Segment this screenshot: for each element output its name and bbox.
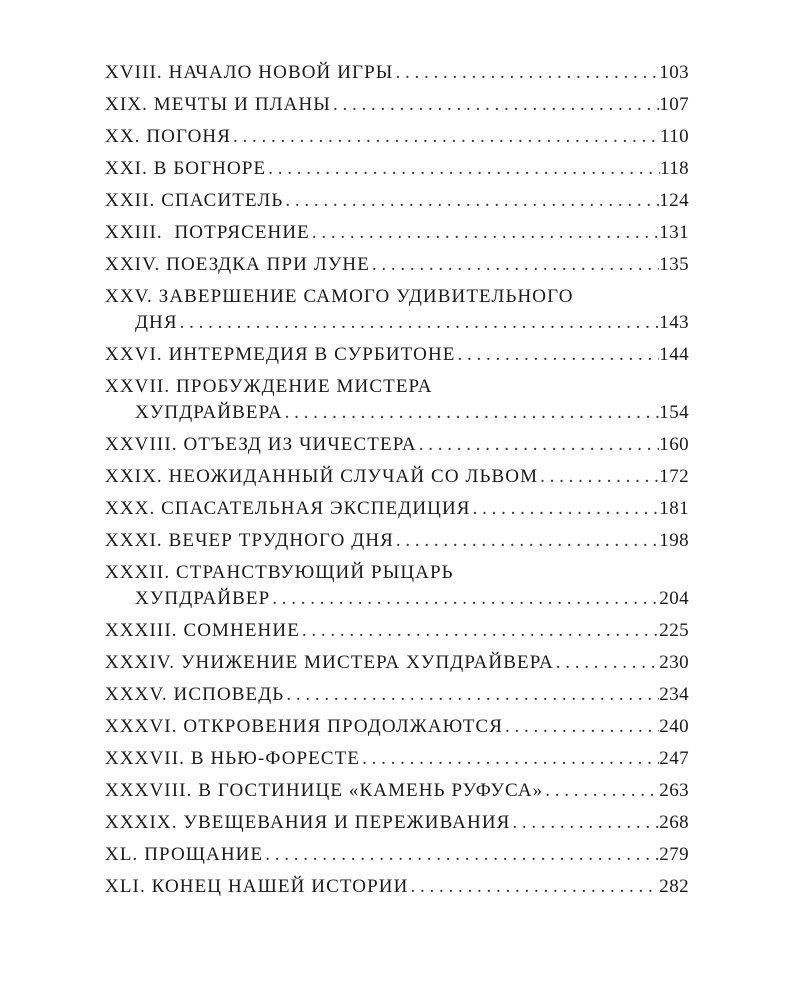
page-number: 240 — [659, 716, 689, 737]
page-number: 160 — [659, 434, 689, 455]
chapter-title: XIX. МЕЧТЫ И ПЛАНЫ — [105, 94, 331, 115]
dot-leader — [471, 496, 660, 522]
page-number: 143 — [659, 312, 689, 333]
dot-leader — [503, 714, 659, 740]
page-number: 204 — [659, 588, 689, 609]
chapter-title: XXX. СПАСАТЕЛЬНАЯ ЭКСПЕДИЦИЯ — [105, 498, 471, 519]
toc-entry — [105, 560, 689, 612]
page-number: 131 — [659, 222, 689, 243]
chapter-title-continued: ДНЯ — [135, 312, 178, 333]
chapter-title: XXIX. НЕОЖИДАННЫЙ СЛУЧАЙ СО ЛЬВОМ — [105, 466, 539, 487]
dot-leader — [510, 810, 659, 836]
toc-entry — [105, 842, 689, 868]
page-number: 107 — [659, 94, 689, 115]
dot-leader — [543, 778, 659, 804]
toc-entry — [105, 714, 689, 740]
toc-entry — [105, 188, 689, 214]
chapter-title: XXI. В БОГНОРЕ — [105, 158, 267, 179]
dot-leader — [310, 220, 659, 246]
toc-entry — [105, 156, 689, 182]
page-number: 225 — [659, 620, 689, 641]
page-number: 181 — [659, 498, 689, 519]
chapter-title: XVIII. НАЧАЛО НОВОЙ ИГРЫ — [105, 62, 394, 83]
page-number: 279 — [659, 844, 689, 865]
toc-entry — [105, 284, 689, 336]
toc-entry — [105, 124, 689, 150]
dot-leader — [284, 682, 659, 708]
page-number: 110 — [660, 126, 689, 147]
dot-leader — [370, 252, 659, 278]
page-number: 282 — [659, 876, 689, 897]
chapter-title: XXIII. ПОТРЯСЕНИЕ — [105, 222, 310, 243]
toc-entry — [105, 252, 689, 278]
page-number: 268 — [659, 812, 689, 833]
dot-leader — [270, 586, 659, 612]
page-number: 118 — [660, 158, 689, 179]
toc-entry — [105, 778, 689, 804]
page-number: 198 — [659, 530, 689, 551]
chapter-title: XXXIX. УВЕЩЕВАНИЯ И ПЕРЕЖИВАНИЯ — [105, 812, 511, 833]
chapter-title: XX. ПОГОНЯ — [105, 126, 232, 147]
dot-leader — [178, 310, 660, 336]
chapter-title-continued: ХУПДРАЙВЕРА — [135, 402, 283, 423]
chapter-title: XXXVI. ОТКРОВЕНИЯ ПРОДОЛЖАЮТСЯ — [105, 716, 504, 737]
toc-entry — [105, 650, 689, 676]
dot-leader — [283, 188, 659, 214]
dot-leader — [360, 746, 659, 772]
dot-leader — [283, 400, 660, 426]
page-number: 135 — [659, 254, 689, 275]
chapter-title: XXXIV. УНИЖЕНИЕ МИСТЕРА ХУПДРАЙВЕРА — [105, 652, 554, 673]
chapter-title: XXXVII. В НЬЮ-ФОРЕСТЕ — [105, 748, 361, 769]
chapter-title-continued: ХУПДРАЙВЕР — [135, 588, 271, 609]
toc-entry — [105, 682, 689, 708]
dot-leader — [417, 432, 660, 458]
toc-entry — [105, 342, 689, 368]
dot-leader — [231, 124, 660, 150]
toc-entry — [105, 618, 689, 644]
page-number: 247 — [659, 748, 689, 769]
page-number: 124 — [659, 190, 689, 211]
toc-entry — [105, 528, 689, 554]
page-number: 103 — [659, 62, 689, 83]
dot-leader — [331, 92, 659, 118]
dot-leader — [393, 60, 659, 86]
chapter-title: XXVIII. ОТЪЕЗД ИЗ ЧИЧЕСТЕРА — [105, 434, 417, 455]
chapter-title: XLI. КОНЕЦ НАШЕЙ ИСТОРИИ — [105, 876, 409, 897]
chapter-title: XXXV. ИСПОВЕДЬ — [105, 684, 285, 705]
chapter-title: XXXI. ВЕЧЕР ТРУДНОГО ДНЯ — [105, 530, 394, 551]
chapter-title: XXV. ЗАВЕРШЕНИЕ САМОГО УДИВИТЕЛЬНОГО — [105, 286, 574, 307]
chapter-title: XL. ПРОЩАНИЕ — [105, 844, 264, 865]
page-number: 263 — [659, 780, 689, 801]
toc-entry — [105, 496, 689, 522]
dot-leader — [300, 618, 659, 644]
chapter-title: XXVII. ПРОБУЖДЕНИЕ МИСТЕРА — [105, 376, 433, 397]
chapter-title: XXII. СПАСИТЕЛЬ — [105, 190, 284, 211]
toc-entry — [105, 374, 689, 426]
page-number: 144 — [659, 344, 689, 365]
dot-leader — [456, 342, 660, 368]
dot-leader — [394, 528, 659, 554]
page-number: 172 — [659, 466, 689, 487]
toc-entry — [105, 220, 689, 246]
dot-leader — [408, 874, 659, 900]
chapter-title: XXXVIII. В ГОСТИНИЦЕ «КАМЕНЬ РУФУСА» — [105, 780, 544, 801]
table-of-contents — [105, 60, 689, 900]
chapter-title: XXXIII. СОМНЕНИЕ — [105, 620, 300, 641]
toc-entry — [105, 464, 689, 490]
page-number: 154 — [659, 402, 689, 423]
page-number: 234 — [659, 684, 689, 705]
dot-leader — [266, 156, 660, 182]
dot-leader — [554, 650, 660, 676]
toc-entry — [105, 746, 689, 772]
toc-entry — [105, 810, 689, 836]
toc-entry — [105, 432, 689, 458]
toc-entry — [105, 60, 689, 86]
toc-entry — [105, 92, 689, 118]
chapter-title: XXXII. СТРАНСТВУЮЩИЙ РЫЦАРЬ — [105, 562, 454, 583]
dot-leader — [538, 464, 659, 490]
chapter-title: XXIV. ПОЕЗДКА ПРИ ЛУНЕ — [105, 254, 370, 275]
page-number: 230 — [659, 652, 689, 673]
dot-leader — [263, 842, 659, 868]
toc-entry — [105, 874, 689, 900]
chapter-title: XXVI. ИНТЕРМЕДИЯ В СУРБИТОНЕ — [105, 344, 456, 365]
